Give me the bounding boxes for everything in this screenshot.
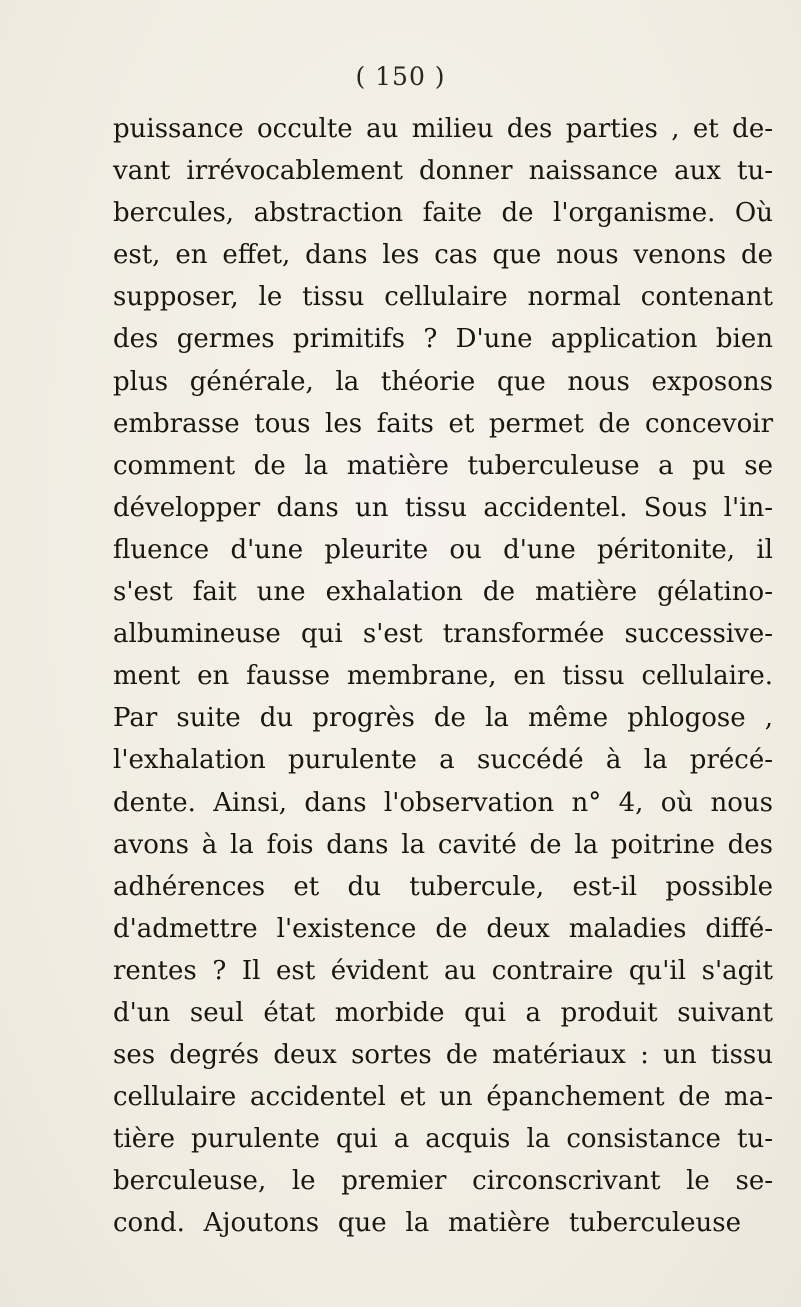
text-line: plus générale, la théorie que nous exposons bbox=[113, 366, 773, 397]
text-line: fluence d'une pleurite ou d'une péritonite, il bbox=[113, 534, 773, 565]
text-line: cond. Ajoutons que la matière tuberculeuse bbox=[113, 1208, 741, 1239]
page-number: ( 150 ) bbox=[355, 62, 446, 91]
text-line: cellulaire accidentel et un épanchement de ma- bbox=[113, 1082, 773, 1113]
text-line: rentes ? Il est évident au contraire qu'il s'agit bbox=[113, 955, 773, 986]
text-line: adhérences et du tubercule, est-il possible bbox=[113, 871, 773, 902]
text-line: puissance occulte au milieu des parties , et de- bbox=[113, 114, 773, 144]
text-line: tière purulente qui a acquis la consistance tu- bbox=[113, 1124, 773, 1155]
text-line: albumineuse qui s'est transformée successive- bbox=[113, 619, 773, 650]
text-line: bercules, abstraction faite de l'organisme. Où bbox=[113, 198, 773, 229]
text-line: d'admettre l'existence de deux maladies diffé- bbox=[113, 913, 773, 944]
text-line: des germes primitifs ? D'une application bien bbox=[113, 324, 773, 355]
text-line: avons à la fois dans la cavité de la poitrine des bbox=[113, 829, 773, 860]
text-line: s'est fait une exhalation de matière gélatino- bbox=[113, 577, 773, 608]
text-line: ses degrés deux sortes de matériaux : un tissu bbox=[113, 1040, 773, 1071]
text-line: d'un seul état morbide qui a produit suivant bbox=[113, 997, 773, 1028]
text-line: comment de la matière tuberculeuse a pu se bbox=[113, 450, 773, 481]
text-line: dente. Ainsi, dans l'observation n° 4, où nous bbox=[113, 787, 773, 818]
text-line: berculeuse, le premier circonscrivant le se- bbox=[113, 1166, 773, 1197]
text-line: vant irrévocablement donner naissance aux tu- bbox=[113, 156, 773, 187]
text-line: est, en effet, dans les cas que nous venons de bbox=[113, 240, 773, 271]
text-line: embrasse tous les faits et permet de concevoir bbox=[113, 408, 773, 439]
text-line: Par suite du progrès de la même phlogose , bbox=[113, 703, 773, 734]
text-line: développer dans un tissu accidentel. Sous l'in- bbox=[113, 492, 773, 523]
text-line: ment en fausse membrane, en tissu cellulaire. bbox=[113, 661, 773, 692]
text-line: supposer, le tissu cellulaire normal contenant bbox=[113, 282, 773, 313]
text-line: l'exhalation purulente a succédé à la précé- bbox=[113, 745, 773, 776]
body-text bbox=[113, 108, 773, 1245]
